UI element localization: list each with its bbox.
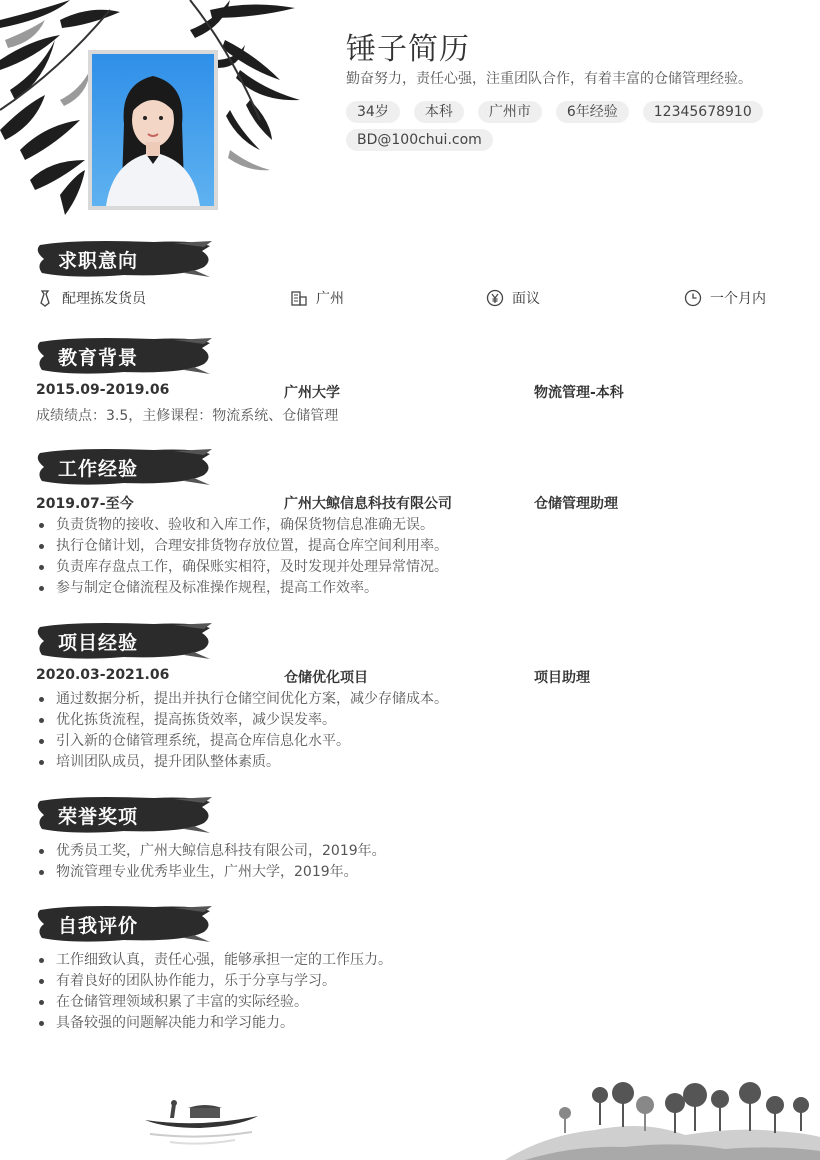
education-period: 2015.09-2019.06 bbox=[36, 382, 170, 398]
tie-icon bbox=[36, 289, 54, 307]
profile-photo bbox=[88, 50, 218, 210]
intent-salary-text: 面议 bbox=[512, 291, 540, 307]
section-title: 荣誉奖项 bbox=[58, 806, 139, 828]
education-detail: 成绩绩点：3.5，主修课程：物流系统、仓储管理 bbox=[36, 408, 339, 424]
work-entry bbox=[36, 493, 796, 515]
self-evaluation-list bbox=[36, 950, 796, 1034]
section-heading-work bbox=[34, 445, 214, 489]
list-item: 具备较强的问题解决能力和学习能力。 bbox=[36, 1013, 796, 1034]
section-title: 教育背景 bbox=[58, 347, 139, 369]
age-tag: 34岁 bbox=[346, 101, 400, 123]
email-tag: BD@100chui.com bbox=[346, 129, 493, 151]
city-tag: 广州市 bbox=[478, 101, 542, 123]
project-role: 项目助理 bbox=[534, 670, 590, 686]
section-heading-honors bbox=[34, 793, 214, 837]
education-major: 物流管理-本科 bbox=[534, 385, 624, 401]
boat-ink-decoration bbox=[140, 1098, 260, 1148]
intent-position-text: 配理拣发货员 bbox=[62, 291, 146, 307]
work-company: 广州大鲸信息科技有限公司 bbox=[284, 496, 452, 512]
project-period: 2020.03-2021.06 bbox=[36, 667, 170, 683]
list-item: 引入新的仓储管理系统，提高仓库信息化水平。 bbox=[36, 731, 796, 752]
section-heading-education bbox=[34, 334, 214, 378]
list-item: 物流管理专业优秀毕业生，广州大学，2019年。 bbox=[36, 862, 796, 883]
project-name: 仓储优化项目 bbox=[284, 670, 368, 686]
intent-city bbox=[290, 288, 344, 308]
education-school: 广州大学 bbox=[284, 385, 340, 401]
section-heading-project bbox=[34, 619, 214, 663]
list-item: 负责货物的接收、验收和入库工作，确保货物信息准确无误。 bbox=[36, 515, 796, 536]
section-title: 求职意向 bbox=[58, 250, 139, 272]
intent-city-text: 广州 bbox=[316, 291, 344, 307]
section-title: 项目经验 bbox=[58, 632, 139, 654]
list-item: 通过数据分析，提出并执行仓储空间优化方案，减少存储成本。 bbox=[36, 689, 796, 710]
list-item: 负责库存盘点工作，确保账实相符，及时发现并处理异常情况。 bbox=[36, 557, 796, 578]
job-intent-row bbox=[36, 288, 796, 310]
education-entry bbox=[36, 382, 796, 404]
work-duties-list bbox=[36, 515, 796, 599]
clock-icon bbox=[684, 289, 702, 307]
list-item: 优秀员工奖，广州大鲸信息科技有限公司，2019年。 bbox=[36, 841, 796, 862]
list-item: 有着良好的团队协作能力，乐于分享与学习。 bbox=[36, 971, 796, 992]
building-icon bbox=[290, 289, 308, 307]
project-entry bbox=[36, 667, 796, 689]
honors-list bbox=[36, 841, 796, 883]
experience-tag: 6年经验 bbox=[556, 101, 629, 123]
work-role: 仓储管理助理 bbox=[534, 496, 618, 512]
intent-salary bbox=[486, 288, 540, 308]
landscape-ink-decoration bbox=[505, 1075, 820, 1160]
section-heading-intent bbox=[34, 237, 214, 281]
phone-tag: 12345678910 bbox=[643, 101, 763, 123]
list-item: 培训团队成员，提升团队整体素质。 bbox=[36, 752, 796, 773]
work-period: 2019.07-至今 bbox=[36, 496, 134, 512]
list-item: 执行仓储计划，合理安排货物存放位置，提高仓库空间利用率。 bbox=[36, 536, 796, 557]
intent-position bbox=[36, 288, 146, 308]
project-items-list bbox=[36, 689, 796, 773]
intent-availability-text: 一个月内 bbox=[710, 291, 766, 307]
section-heading-self bbox=[34, 902, 214, 946]
list-item: 参与制定仓储流程及标准操作规程，提高工作效率。 bbox=[36, 578, 796, 599]
info-tags bbox=[346, 101, 796, 151]
resume-name: 锤子简历 bbox=[346, 32, 470, 67]
section-title: 自我评价 bbox=[58, 915, 139, 937]
yuan-icon bbox=[486, 289, 504, 307]
degree-tag: 本科 bbox=[414, 101, 464, 123]
list-item: 工作细致认真，责任心强，能够承担一定的工作压力。 bbox=[36, 950, 796, 971]
personal-summary: 勤奋努力，责任心强，注重团队合作，有着丰富的仓储管理经验。 bbox=[346, 71, 752, 87]
list-item: 优化拣货流程，提高拣货效率，减少误发率。 bbox=[36, 710, 796, 731]
list-item: 在仓储管理领域积累了丰富的实际经验。 bbox=[36, 992, 796, 1013]
section-title: 工作经验 bbox=[58, 458, 139, 480]
intent-availability bbox=[684, 288, 766, 308]
